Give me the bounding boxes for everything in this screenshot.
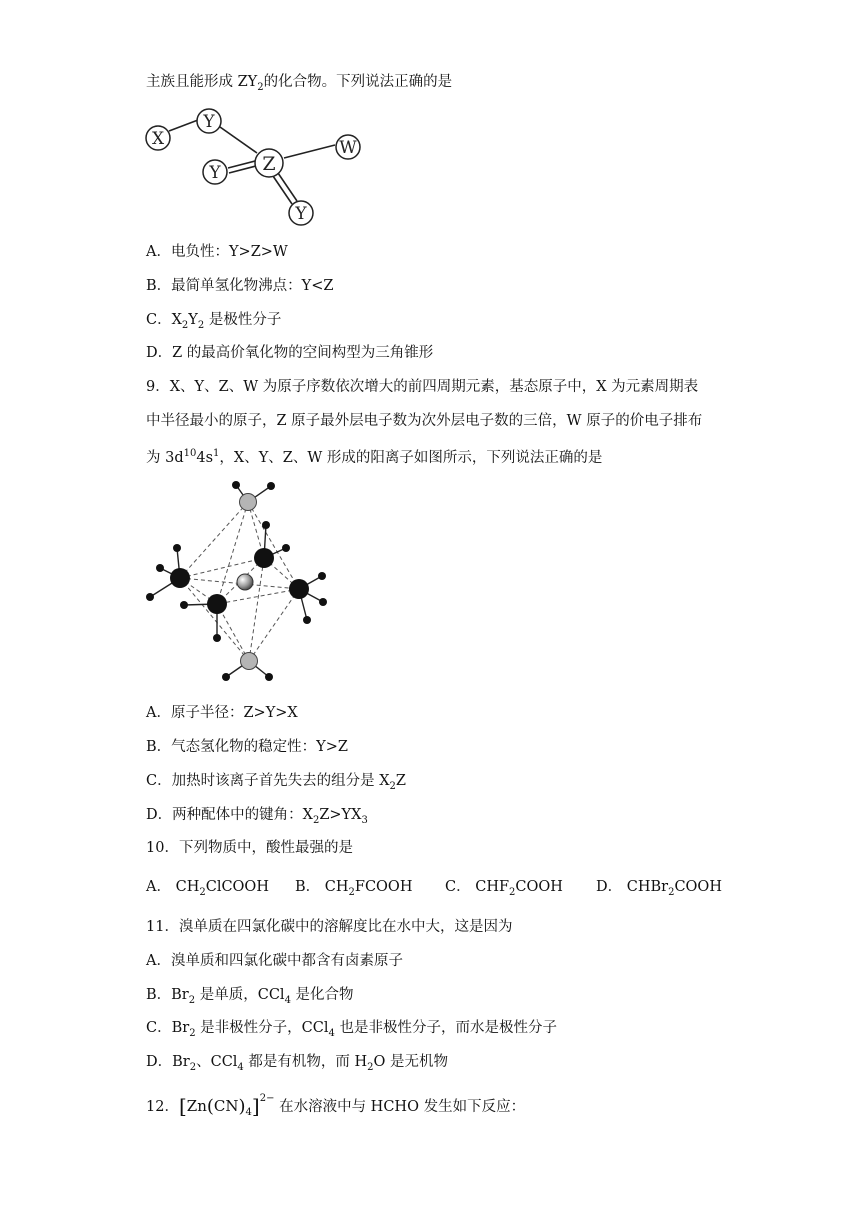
q8-option-c: C．$X_2Y_2$ 是极性分子: [146, 312, 282, 331]
atom-label-y-top: Y: [203, 112, 215, 132]
q12-stem: 12．$[Zn(CN)_4]^{2-}$ 在水溶液中与 HCHO 发生如下反应：: [146, 1093, 525, 1123]
q9-stem-line2: 中半径最小的原子，Z 原子最外层电子数为次外层电子数的三倍，W 原子的价电子排布: [146, 413, 703, 429]
octahedral-cation-diagram: [140, 472, 340, 692]
q8-option-a: A．电负性：Y>Z>W: [146, 244, 288, 260]
atom-label-z: Z: [262, 153, 276, 175]
q9-stem-line3: 为 $3d^{10}4s^1$，X、Y、Z、W 形成的阳离子如图所示，下列说法正确的是: [146, 448, 603, 466]
q9-option-c: C．加热时该离子首先失去的组分是 $X_2Z$: [146, 773, 406, 792]
q8-option-d: D．Z 的最高价氧化物的空间构型为三角锥形: [146, 345, 434, 361]
atom-label-w: W: [339, 138, 357, 158]
atom-label-y-left: Y: [209, 163, 221, 183]
q11-option-a: A．溴单质和四氯化碳中都含有卤素原子: [146, 953, 403, 969]
q9-stem-line1: 9．X、Y、Z、W 为原子序数依次增大的前四周期元素，基态原子中，X 为元素周期表: [146, 379, 699, 395]
q10-option-d: D． CHBr$_2$COOH: [596, 879, 722, 898]
q11-option-c: C．$Br_2$ 是非极性分子，CCl$_4$ 也是非极性分子，而水是极性分子: [146, 1020, 557, 1039]
q9-option-a: A．原子半径：Z>Y>X: [146, 705, 298, 721]
molecule-structure-diagram: [140, 100, 380, 230]
atom-label-x: X: [151, 129, 165, 149]
q11-stem: 11．溴单质在四氯化碳中的溶解度比在水中大，这是因为: [146, 919, 513, 935]
question-intro-tail: 主族且能形成 $ZY_2$的化合物。下列说法正确的是: [146, 74, 453, 93]
q11-option-b: B．$Br_2$ 是单质，CCl$_4$ 是化合物: [146, 987, 354, 1006]
q10-stem: 10．下列物质中，酸性最强的是: [146, 840, 353, 856]
q10-option-a: A． $CH_2ClCOOH$: [146, 879, 269, 898]
q10-option-b: B． $CH_2FCOOH$: [295, 879, 413, 898]
zinc-cyanide-complex-formula: $[Zn(CN)_4]^{2-}$: [178, 1093, 275, 1118]
q11-option-d: D．$Br_2$、CCl$_4$ 都是有机物，而 $H_2O$ 是无机物: [146, 1054, 449, 1073]
q8-option-b: B．最简单氢化物沸点：Y<Z: [146, 278, 334, 294]
q9-option-d: D．两种配体中的键角：$X_2Z>YX_3$: [146, 807, 368, 826]
atom-label-y-bottom: Y: [295, 204, 307, 224]
q9-option-b: B．气态氢化物的稳定性：Y>Z: [146, 739, 348, 755]
q10-option-c: C． $CHF_2COOH$: [445, 879, 563, 898]
